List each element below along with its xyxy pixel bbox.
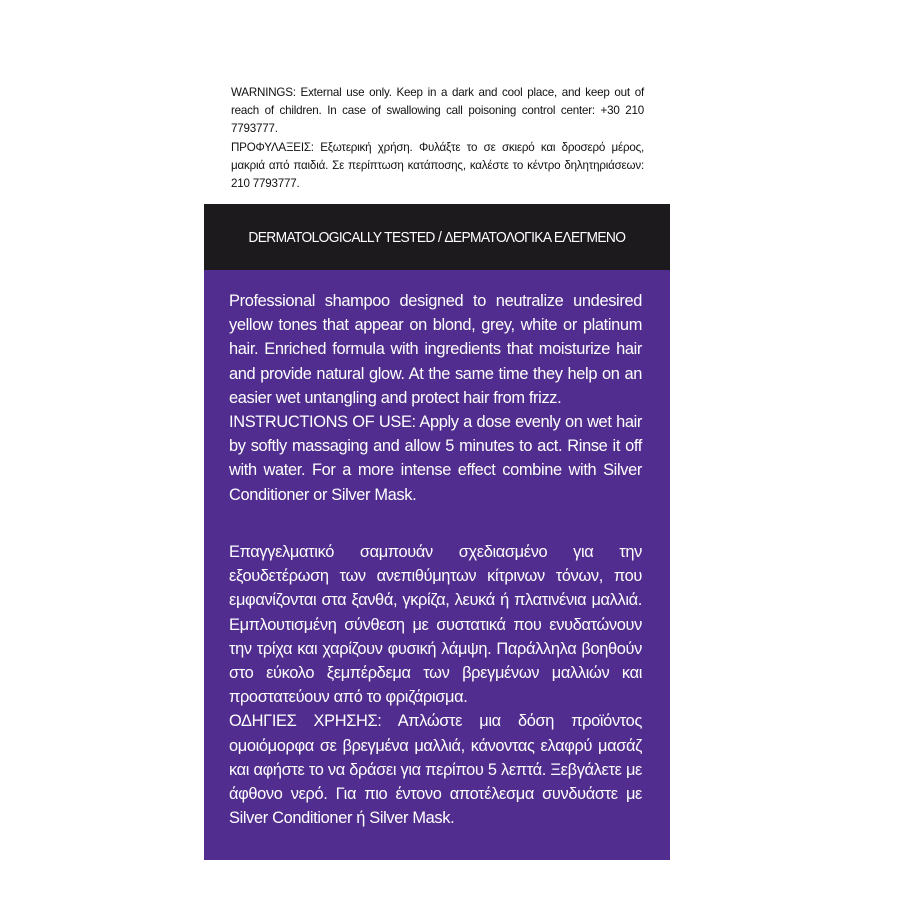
dermatologically-tested-banner (204, 204, 670, 270)
english-instructions: INSTRUCTIONS OF USE: Apply a dose evenly on wet hair by softly massaging and allow 5 minutes to act. Rinse it off with water. For a more intense effect combine with Silver Conditioner or Silver Mask. (229, 413, 642, 504)
greek-description: Επαγγελματικό σαμπουάν σχεδιασμένο για την εξουδετέρωση των ανεπιθύμητων κίτρινων τόνων, που εμφανίζονται στα ξανθά, γκρίζα, λευκά ή πλατινένια μαλλιά. Εμπλουτισμένη σύνθεση με συστατικά που ενυδατώνουν την τρίχα και χαρίζουν φυσική λάμψη. Παράλληλα βοηθούν στο εύκολο ξεμπέρδεμα των βρεγμένων μαλλιών και προστατεύουν από το φριζάρισμα. (229, 543, 642, 707)
english-description: Professional shampoo designed to neutralize undesired yellow tones that appear on blond, grey, white or platinum hair. Enriched formula with ingredients that moisturize hair and provide natural glow. At the same time they help on an easier wet untangling and protect hair from frizz. (229, 292, 642, 407)
english-text-block (229, 289, 642, 507)
greek-text-block (229, 540, 642, 830)
warnings-greek: ΠΡΟΦΥΛΑΞΕΙΣ: Εξωτερική χρήση. Φυλάξτε το σε σκιερό και δροσερό μέρος, μακριά από παιδιά. Σε περίπτωση κατάποσης, καλέστε το κέντρο δηλητηριάσεων: 210 7793777. (231, 140, 644, 191)
banner-text: DERMATOLOGICALLY TESTED / ΔΕΡΜΑΤΟΛΟΓΙΚΑ ΕΛΕΓΜΕΝΟ (248, 228, 626, 246)
warnings-section (231, 84, 644, 193)
warnings-english: WARNINGS: External use only. Keep in a dark and cool place, and keep out of reach of children. In case of swallowing call poisoning control center: +30 210 7793777. (231, 86, 644, 136)
greek-instructions: ΟΔΗΓΙΕΣ ΧΡΗΣΗΣ: Απλώστε μια δόση προϊόντος ομοιόμορφα σε βρεγμένα μαλλιά, κάνοντας ελαφρύ μασάζ και αφήστε το να δράσει για περίπου 5 λεπτά. Ξεβγάλετε με άφθονο νερό. Για πιο έντονο αποτέλεσμα συνδυάστε με Silver Conditioner ή Silver Mask. (229, 712, 642, 828)
